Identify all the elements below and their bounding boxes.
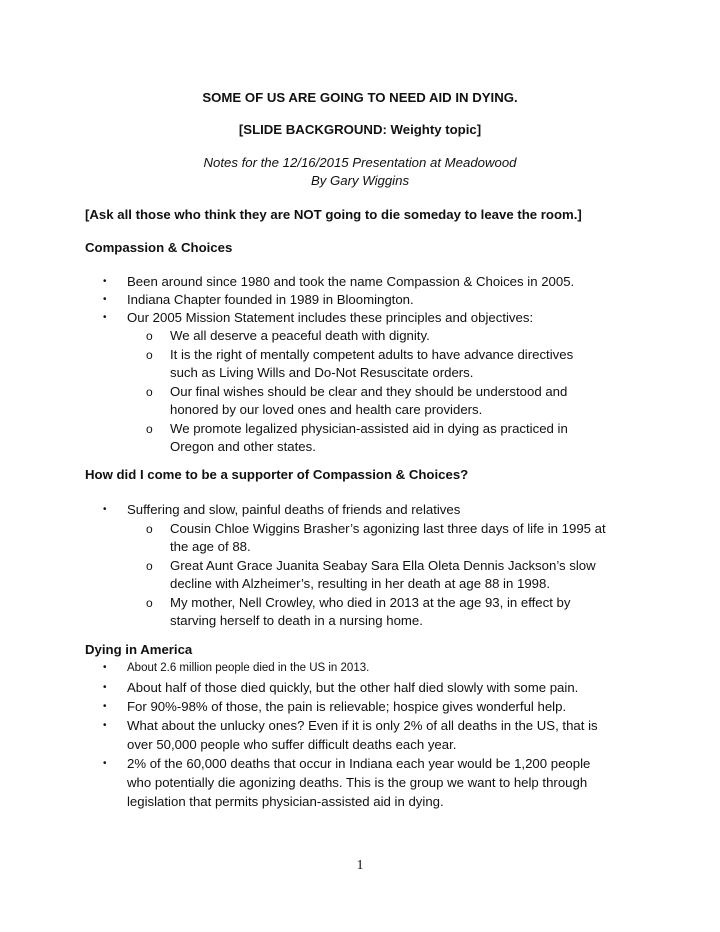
sub-bullet-icon: o [146,559,153,573]
document-title: SOME OF US ARE GOING TO NEED AID IN DYING. [202,90,518,105]
sub-list-item-continued: honored by our loved ones and health care providers. [170,402,483,417]
sub-bullet-icon: o [146,522,153,536]
bullet-icon: • [103,276,107,287]
sub-bullet-icon: o [146,422,153,436]
author-line: By Gary Wiggins [310,173,410,188]
instruction-line: [Ask all those who think they are NOT going to die someday to leave the room.] [85,207,582,222]
bullet-icon: • [103,504,107,515]
sub-list-item-continued: such as Living Wills and Do-Not Resuscitate orders. [170,365,474,380]
sub-list-item-continued: the age of 88. [170,539,251,554]
sub-list-item: We all deserve a peaceful death with dignity. [170,328,430,343]
sub-list-item: It is the right of mentally competent adults to have advance directives [170,347,574,362]
bullet-icon: • [103,701,107,712]
sub-list-item: Our final wishes should be clear and they should be understood and [170,384,568,399]
list-item: About 2.6 million people died in the US in 2013. [127,662,370,674]
presentation-notes-line: Notes for the 12/16/2015 Presentation at Meadowood [203,155,517,170]
sub-bullet-icon: o [146,329,153,343]
sub-bullet-icon: o [146,348,153,362]
bullet-icon: • [103,312,107,323]
bullet-icon: • [103,758,107,769]
list-item: 2% of the 60,000 deaths that occur in Indiana each year would be 1,200 people [127,756,591,771]
list-item-continued: legislation that permits physician-assisted aid in dying. [127,794,444,809]
list-item: Been around since 1980 and took the name Compassion & Choices in 2005. [127,274,575,289]
bullet-icon: • [103,682,107,693]
list-item: For 90%-98% of those, the pain is relievable; hospice gives wonderful help. [127,699,567,714]
sub-list-item: We promote legalized physician-assisted aid in dying as practiced in [170,421,568,436]
section-heading-dying-in-america: Dying in America [85,642,193,657]
list-item: Our 2005 Mission Statement includes these principles and objectives: [127,310,534,325]
sub-list-item-continued: Oregon and other states. [170,439,316,454]
list-item: About half of those died quickly, but the other half died slowly with some pain. [127,680,579,695]
bullet-icon: • [103,720,107,731]
bullet-icon: • [103,294,107,305]
sub-list-item-continued: starving herself to death in a nursing home. [170,613,423,628]
sub-list-item: Great Aunt Grace Juanita Seabay Sara Ella Oleta Dennis Jackson’s slow [170,558,596,573]
bullet-icon: • [103,662,107,673]
list-item: Indiana Chapter founded in 1989 in Bloomington. [127,292,414,307]
list-item-continued: who potentially die agonizing deaths. This is the group we want to help through [127,775,588,790]
page-number: 1 [356,858,364,873]
slide-background-note: [SLIDE BACKGROUND: Weighty topic] [238,122,482,137]
list-item-continued: over 50,000 people who suffer difficult deaths each year. [127,737,457,752]
section-heading-compassion-choices: Compassion & Choices [85,240,233,255]
sub-bullet-icon: o [146,596,153,610]
list-item: What about the unlucky ones? Even if it is only 2% of all deaths in the US, that is [127,718,598,733]
sub-list-item: My mother, Nell Crowley, who died in 2013 at the age 93, in effect by [170,595,571,610]
list-item: Suffering and slow, painful deaths of friends and relatives [127,502,461,517]
sub-list-item-continued: decline with Alzheimer’s, resulting in her death at age 88 in 1998. [170,576,550,591]
sub-bullet-icon: o [146,385,153,399]
sub-list-item: Cousin Chloe Wiggins Brasher’s agonizing last three days of life in 1995 at [170,521,606,536]
section-heading-supporter: How did I come to be a supporter of Compassion & Choices? [85,467,469,482]
